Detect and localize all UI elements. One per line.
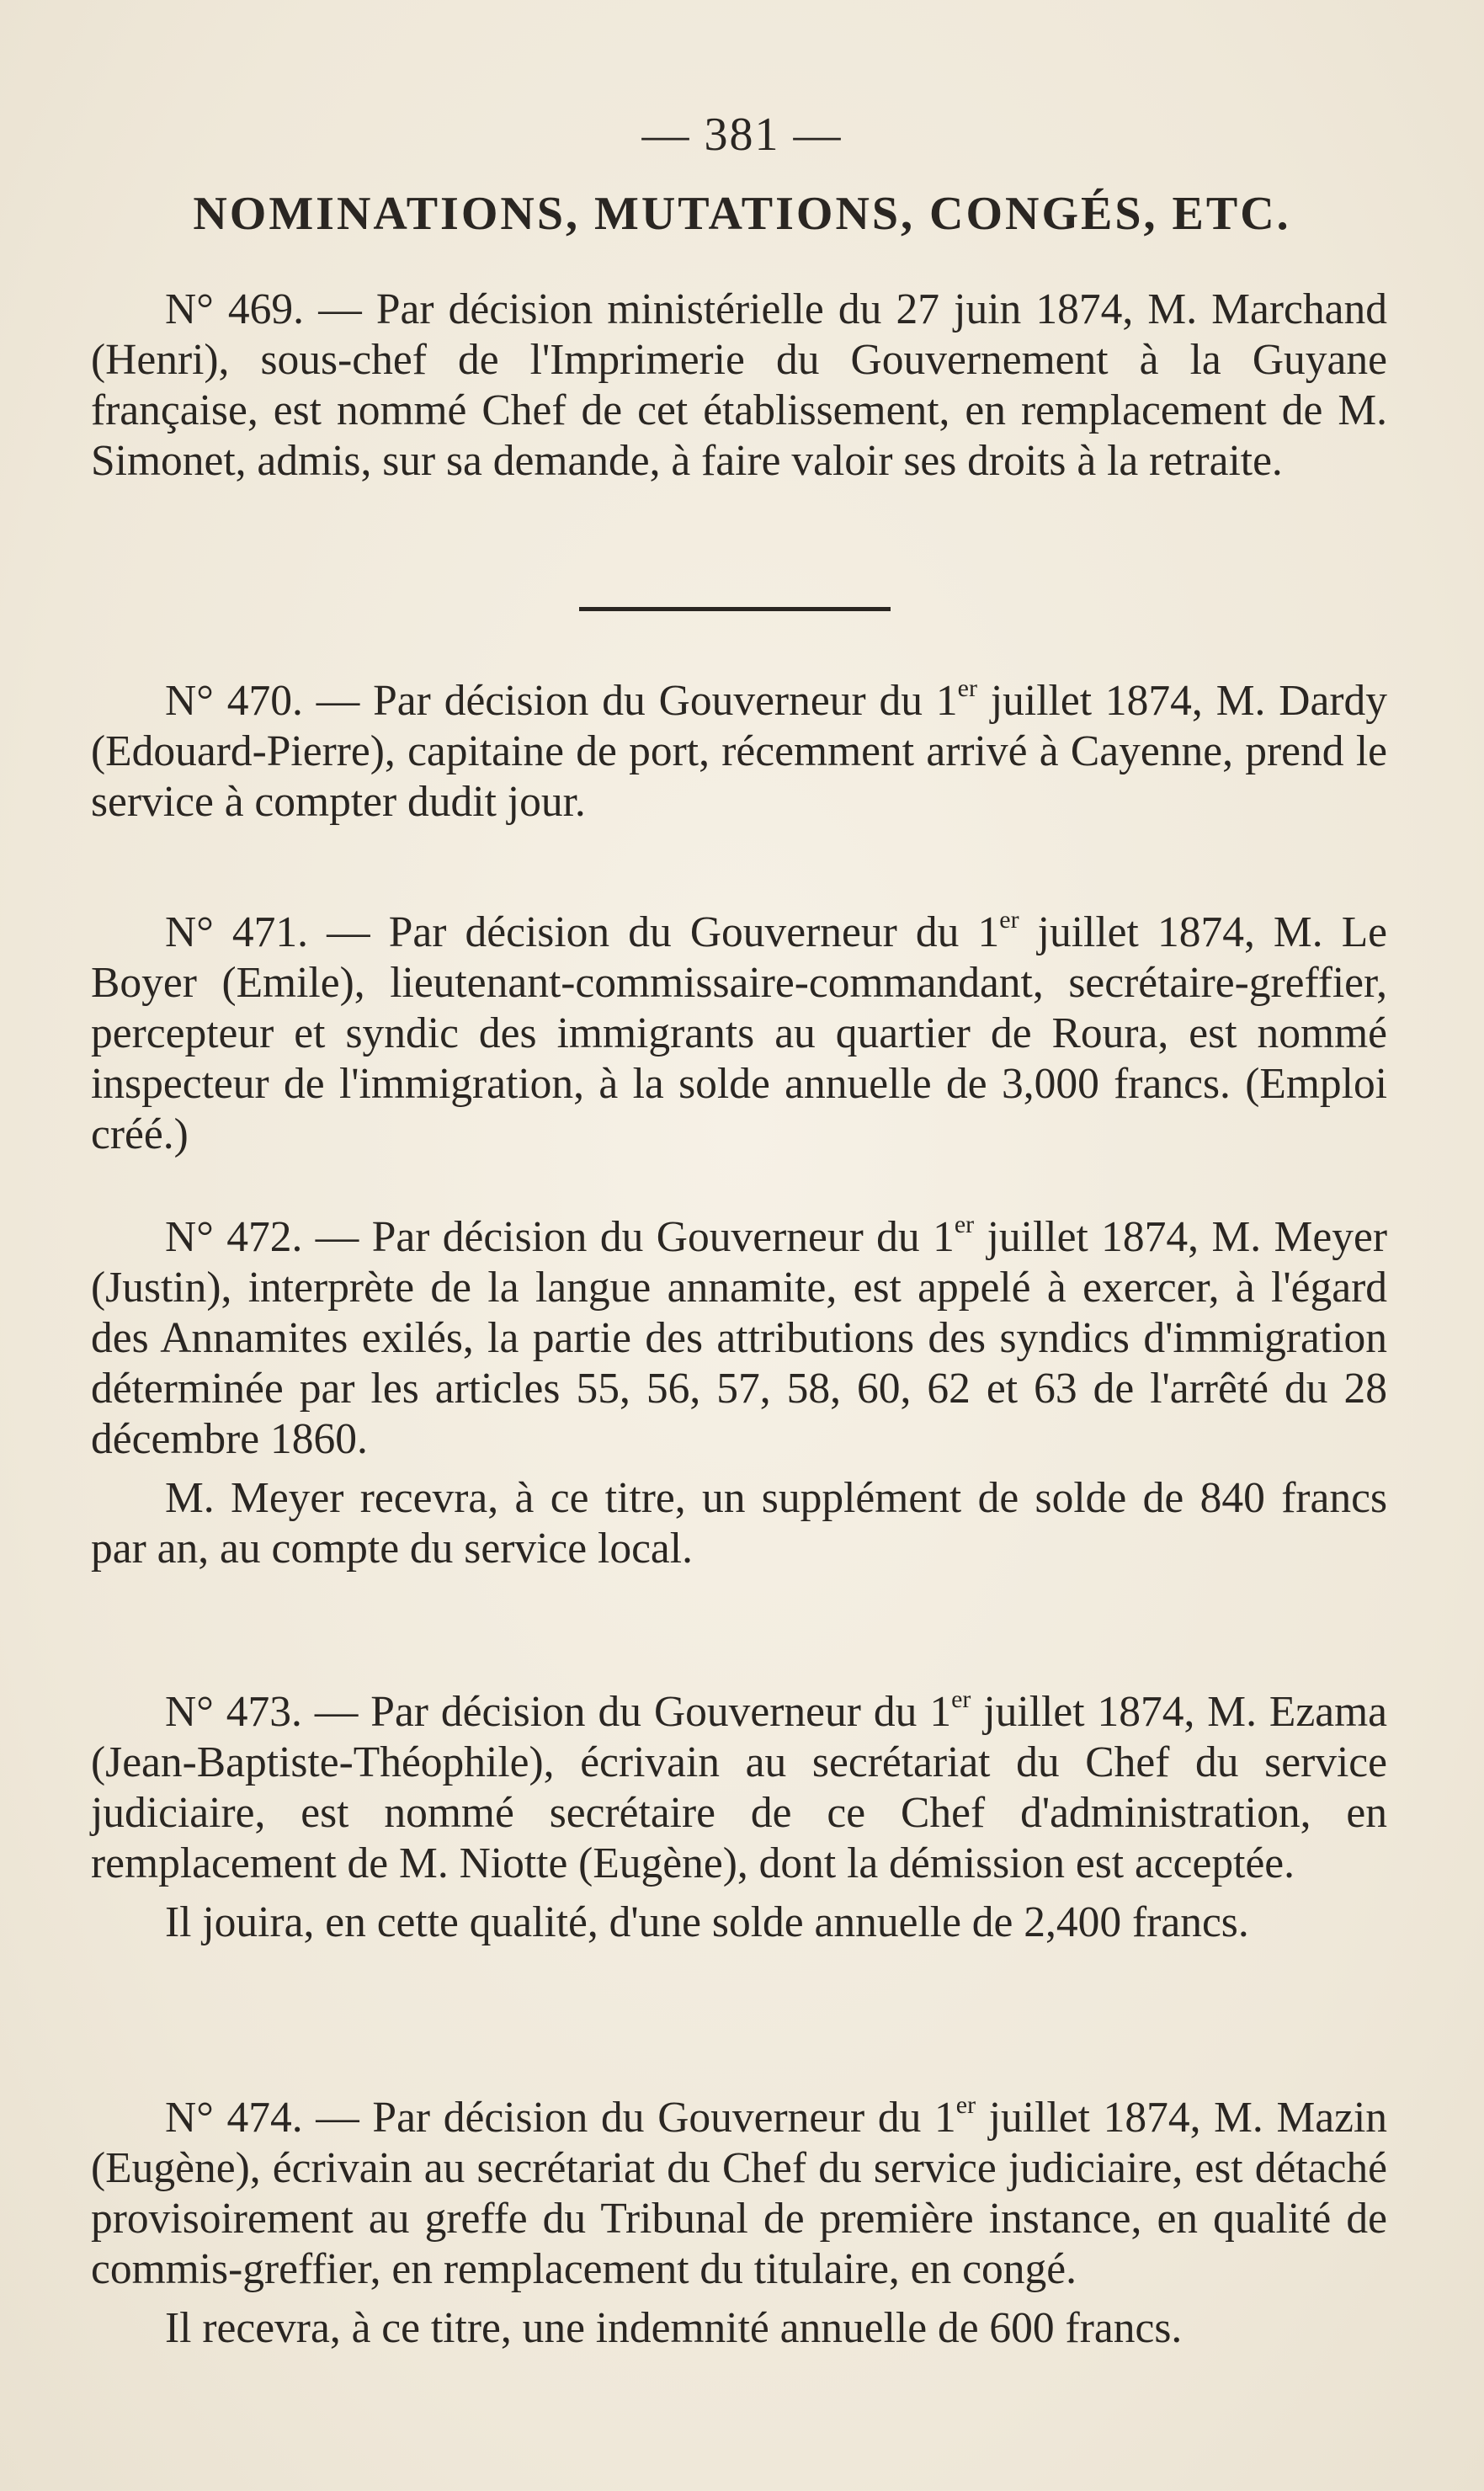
entry-number: N° 473. [165,1688,302,1736]
section-divider [579,607,891,611]
entry-number: N° 470. [165,677,303,725]
entry-471 [91,908,1387,1160]
entry-469 [91,285,1387,487]
entry-text: juillet 1874, M. Dardy (Edouard-Pierre), capitaine de port, récemment arrivé à Cayenne, prend le service à compter dudit jour. [91,677,1387,826]
entry-469-paragraph-1 [91,285,1387,487]
entry-470 [91,676,1387,828]
page-title: NOMINATIONS, MUTATIONS, CONGÉS, ETC. [193,188,1291,240]
entry-472 [91,1212,1387,1574]
entry-date-prefix: — Par décision du Gouverneur du 1 [316,677,958,725]
entry-text: juillet 1874, M. Mazin (Eugène), écrivain au secrétariat du Chef du service judiciaire, est détaché provisoirement au greffe du Tribunal de première instance, en qualité de commis-greffier, en remplacement du titulaire, en congé. [91,2094,1388,2293]
entry-text: juillet 1874, M. Ezama (Jean-Baptiste-Théophile), écrivain au secrétariat du Chef du service judiciaire, est nommé secrétaire de ce Chef d'administration, en remplacement de M. Niotte (Eugène), dont la démission est acceptée. [91,1688,1388,1887]
entry-473-paragraph-2: Il jouira, en cette qualité, d'une solde annuelle de 2,400 francs. [165,1898,1249,1946]
entry-473 [91,1687,1387,1948]
entry-474 [91,2093,1387,2354]
entry-text: juillet 1874, M. Meyer (Justin), interprète de la langue annamite, est appelé à exercer, à l'égard des Annamites exilés, la partie des attributions des syndics d'immigration déterminée par les articles 55, 56, 57, 58, 60, 62 et 63 de l'arrêté du 28 décembre 1860. [91,1213,1387,1463]
ordinal-superscript: er [955,2091,976,2119]
entry-472-paragraph-1 [91,1212,1387,1465]
entry-number: N° 471. [165,908,309,956]
ordinal-superscript: er [999,906,1019,934]
entry-470-paragraph-1 [91,676,1387,828]
entry-text: juillet 1874, M. Le Boyer (Emile), lieutenant-commissaire-commandant, secrétaire-greffier, percepteur et syndic des immigrants au quartier de Roura, est nommé inspecteur de l'immigration, à la solde annuelle de 3,000 francs. (Emploi créé.) [91,908,1388,1158]
entry-474-paragraph-1 [91,2093,1387,2295]
entry-number: N° 469. [165,285,305,333]
entry-number: N° 472. [165,1213,303,1261]
ordinal-superscript: er [951,1685,971,1713]
entry-473-paragraph-1 [91,1687,1387,1889]
entry-474-paragraph-2: Il recevra, à ce titre, une indemnité annuelle de 600 francs. [165,2304,1183,2352]
entry-number: N° 474. [165,2094,303,2142]
page-number: — 381 — [641,109,843,161]
entry-471-paragraph-1 [91,908,1387,1160]
entry-date-prefix: — Par décision du Gouverneur du 1 [314,1688,952,1736]
ordinal-superscript: er [954,1211,975,1238]
entry-date-prefix: — Par décision du Gouverneur du 1 [327,908,1000,956]
ordinal-superscript: er [957,674,977,702]
entry-date-prefix: — Par décision du Gouverneur du 1 [315,1213,955,1261]
entry-date-prefix: — Par décision du Gouverneur du 1 [316,2094,956,2142]
entry-text: — Par décision ministérielle du 27 juin 1874, M. Marchand (Henri), sous-chef de l'Imprimerie du Gouvernement à la Guyane française, est nommé Chef de cet établissement, en remplacement de M. Simonet, admis, sur sa demande, à faire valoir ses droits à la retraite. [91,285,1388,485]
entry-472-paragraph-2: M. Meyer recevra, à ce titre, un supplément de solde de 840 francs par an, au compte du service local. [91,1474,1387,1573]
